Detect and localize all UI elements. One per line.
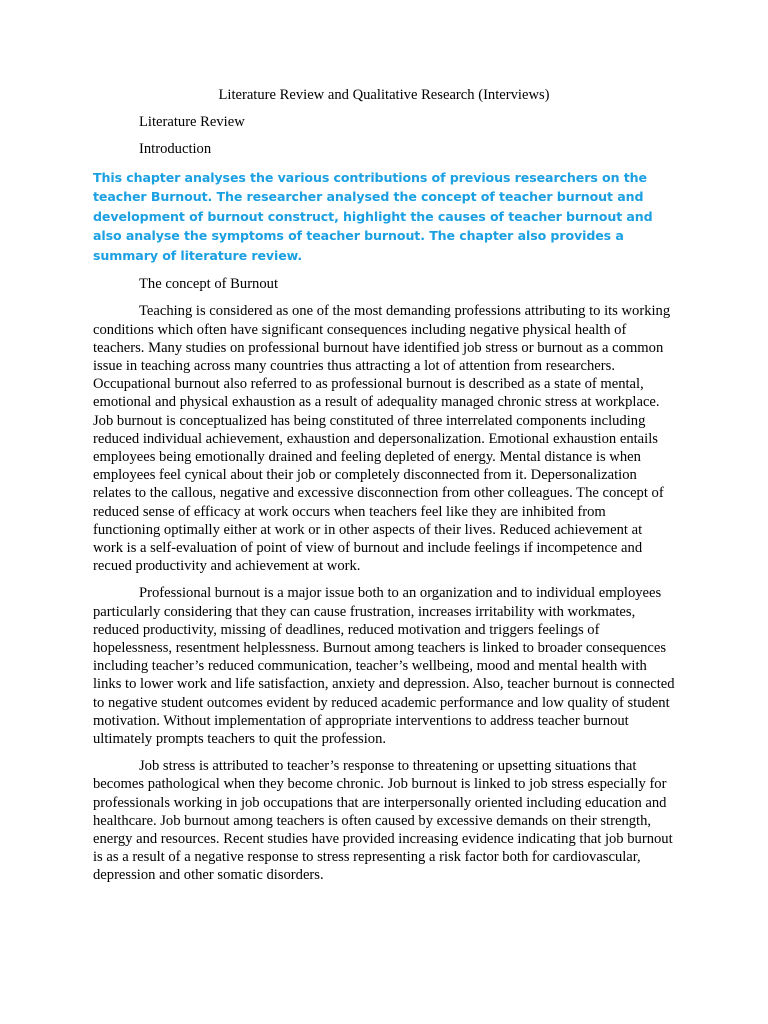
- concept-subheading: The concept of Burnout: [139, 276, 279, 293]
- intro-heading: Introduction: [139, 141, 212, 158]
- body-paragraph-1: Teaching is considered as one of the most demanding professions attributing to its working conditions which often have significant consequences including negative physical health of teachers. Many studies on professional burnout have identified job stress or burnout as a common issue in teaching across many countries thus attracting a lot of attention from researchers. Occupational burnout also referred to as professional burnout is described as a state of mental, emotional and physical exhaustion as a result of adequality managed chronic stress at workplace. Job burnout is conceptualized has being constituted of three interrelated components including reduced individual achievement, exhaustion and depersonalization. Emotional exhaustion entails employees being emotionally drained and feeling depleted of energy. Mental distance is when employees feel cynical about their job or completely disconnected from it. Depersonalization relates to the callous, negative and excessive disconnection from other colleagues. The concept of reduced sense of efficacy at work occurs when teachers feel like they are inhibited from functioning optimally either at work or in other aspects of their lives. Reduced achievement at work is a self-evaluation of point of view of burnout and include feelings if incompetence and recued productivity and achievement at work.: [93, 303, 671, 575]
- document-body: [93, 86, 675, 894]
- body-paragraph-3: Job stress is attributed to teacher’s response to threatening or upsetting situations that becomes pathological when they become chronic. Job burnout is linked to job stress especially for professionals working in job occupations that are interpersonally oriented including education and healthcare. Job burnout among teachers is often caused by excessive demands on their strength, energy and resources. Recent studies have provided increasing evidence indicating that job burnout is as a result of a negative response to stress representing a risk factor both for cardiovascular, depression and other somatic disorders.: [93, 758, 673, 884]
- highlighted-summary-paragraph: This chapter analyses the various contributions of previous researchers on the teacher Burnout. The researcher analysed the concept of teacher burnout and development of burnout construct, highlight the causes of teacher burnout and also analyse the symptoms of teacher burnout. The chapter also provides a summary of literature review.: [93, 169, 653, 263]
- section-heading: Literature Review: [139, 114, 245, 131]
- body-paragraph-2: Professional burnout is a major issue both to an organization and to individual employees particularly considering that they can cause frustration, increases irritability with workmates, reduced productivity, missing of deadlines, reduced motivation and triggers feelings of hopelessness, resentment helplessness. Burnout among teachers is linked to broader consequences including teacher’s reduced communication, teacher’s wellbeing, mood and mental health with links to lower work and life satisfaction, anxiety and depression. Also, teacher burnout is connected to negative student outcomes evident by reduced academic performance and low quality of student motivation. Without implementation of appropriate interventions to address teacher burnout ultimately prompts teachers to quit the profession.: [93, 585, 675, 747]
- document-title: Literature Review and Qualitative Research (Interviews): [218, 87, 550, 103]
